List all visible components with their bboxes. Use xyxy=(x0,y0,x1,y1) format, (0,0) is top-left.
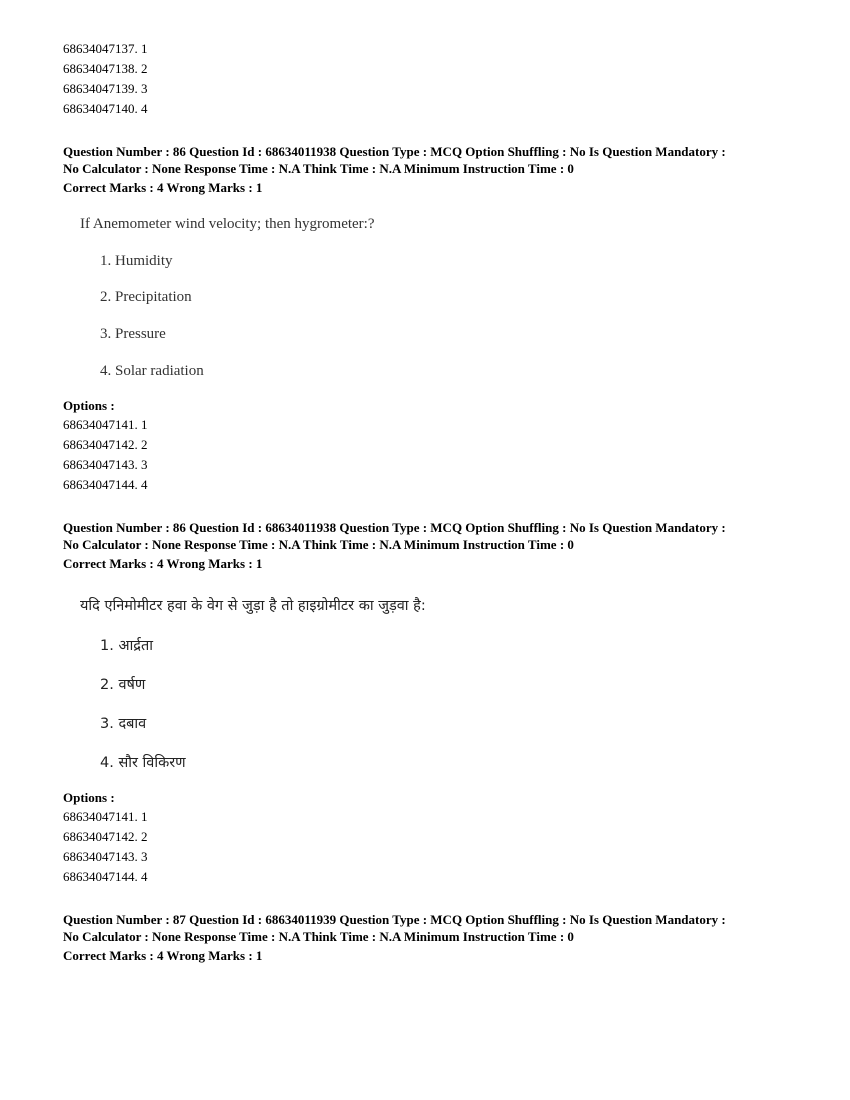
options-label: Options : xyxy=(63,398,115,413)
choice-item: 2. वर्षण xyxy=(100,677,146,693)
choice-item: 1. आर्द्रता xyxy=(100,638,153,654)
choice-item: 3. दबाव xyxy=(100,716,147,732)
choice-item: 4. Solar radiation xyxy=(100,363,204,379)
option-line: 68634047144. 4 xyxy=(63,869,148,884)
choice-item: 4. सौर विकिरण xyxy=(100,755,186,771)
option-line: 68634047143. 3 xyxy=(63,457,148,472)
option-line: 68634047141. 1 xyxy=(63,809,148,824)
choice-item: 2. Precipitation xyxy=(100,289,192,305)
question-text: If Anemometer wind velocity; then hygrometer:? xyxy=(80,216,375,232)
option-line: 68634047141. 1 xyxy=(63,417,148,432)
choice-item: 1. Humidity xyxy=(100,253,173,269)
question-meta: Question Number : 86 Question Id : 68634011938 Question Type : MCQ Option Shuffling : No Is Question Mandatory : xyxy=(63,520,726,535)
option-line: 68634047139. 3 xyxy=(63,81,148,96)
question-meta: No Calculator : None Response Time : N.A Think Time : N.A Minimum Instruction Time : 0 xyxy=(63,161,574,176)
question-text: यदि एनिमोमीटर हवा के वेग से जुड़ा है तो हाइग्रोमीटर का जुड़वा है: xyxy=(80,598,426,614)
option-line: 68634047137. 1 xyxy=(63,41,148,56)
question-meta: Question Number : 86 Question Id : 68634011938 Question Type : MCQ Option Shuffling : No Is Question Mandatory : xyxy=(63,144,726,159)
option-line: 68634047142. 2 xyxy=(63,437,148,452)
option-line: 68634047143. 3 xyxy=(63,849,148,864)
options-label: Options : xyxy=(63,790,115,805)
question-meta: No Calculator : None Response Time : N.A Think Time : N.A Minimum Instruction Time : 0 xyxy=(63,537,574,552)
question-marks: Correct Marks : 4 Wrong Marks : 1 xyxy=(63,180,263,195)
question-marks: Correct Marks : 4 Wrong Marks : 1 xyxy=(63,556,263,571)
option-line: 68634047142. 2 xyxy=(63,829,148,844)
option-line: 68634047138. 2 xyxy=(63,61,148,76)
question-meta: No Calculator : None Response Time : N.A Think Time : N.A Minimum Instruction Time : 0 xyxy=(63,929,574,944)
question-meta: Question Number : 87 Question Id : 68634011939 Question Type : MCQ Option Shuffling : No Is Question Mandatory : xyxy=(63,912,726,927)
option-line: 68634047144. 4 xyxy=(63,477,148,492)
choice-item: 3. Pressure xyxy=(100,326,166,342)
question-marks: Correct Marks : 4 Wrong Marks : 1 xyxy=(63,948,263,963)
option-line: 68634047140. 4 xyxy=(63,101,148,116)
